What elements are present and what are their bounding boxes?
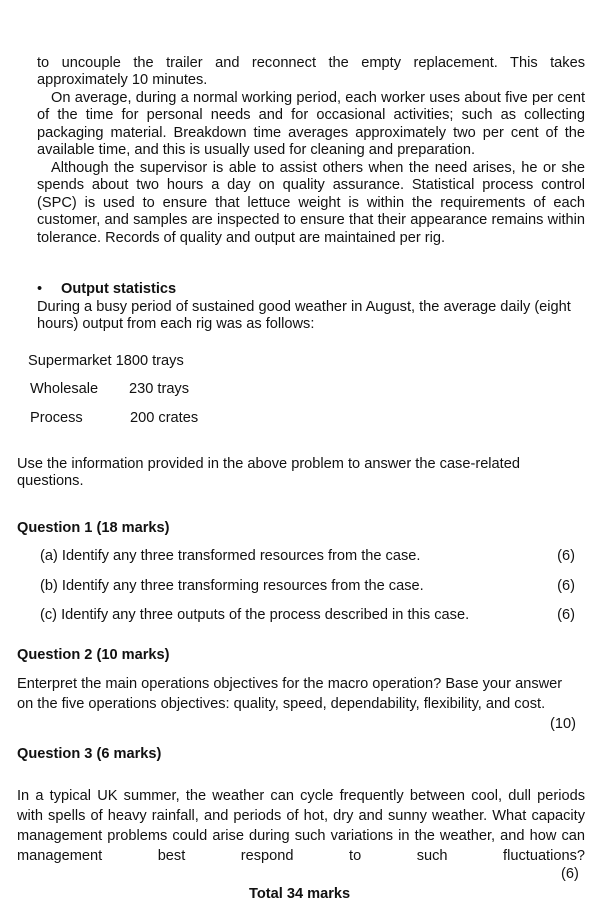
output-row-supermarket — [28, 353, 184, 370]
output-row-wholesale — [30, 381, 98, 398]
question-item-marks: (6) — [557, 578, 575, 594]
question-1-item-a — [40, 548, 575, 565]
output-row-value: 1800 trays — [115, 353, 184, 369]
question-2-title: Question 2 (10 marks) — [17, 647, 170, 663]
question-1-item-b — [40, 578, 575, 595]
intro-paragraph-2: Although the supervisor is able to assist others when the need arises, he or she spends about two hours a day on quality assurance. Statistical process control (SPC) is used to ensure that lettuce weight is within the requirements of each customer, and samples are inspected to ensure that their appearance remains within tolerance. Records of quality and output are maintained per rig. — [37, 160, 585, 246]
question-2-marks: (10) — [550, 716, 576, 732]
question-3-marks: (6) — [561, 866, 579, 882]
intro-paragraph-0: to uncouple the trailer and reconnect the empty replacement. This takes approximately 10 minutes. — [37, 55, 585, 89]
question-1-item-c — [40, 607, 575, 624]
output-row-process — [30, 410, 83, 427]
question-2-line-1: Enterpret the main operations objectives for the macro operation? Base your answer — [17, 676, 563, 692]
question-item-marks: (6) — [557, 607, 575, 623]
question-3-text: In a typical UK summer, the weather can cycle frequently between cool, dull periods with spells of heavy rainfall, and periods of hot, dry and sunny weather. What capacity management problems could arise during such variations in the weather, and how can management best respond to such fluctuations? — [17, 788, 585, 864]
output-row-process-value: 200 crates — [130, 410, 199, 426]
total-marks: Total 34 marks — [249, 886, 351, 902]
question-2-line-2: on the five operations objectives: quality, speed, dependability, flexibility, and cost. — [17, 696, 546, 712]
question-item-text: (b) Identify any three transforming resources from the case. — [40, 578, 424, 594]
question-3-title: Question 3 (6 marks) — [17, 746, 162, 762]
output-row-wholesale-value: 230 trays — [129, 381, 190, 397]
output-statistics-text: During a busy period of sustained good weather in August, the average daily (eight hours) output from each rig was as follows: — [37, 299, 571, 333]
instruction-text: Use the information provided in the above problem to answer the case-related questions. — [17, 456, 520, 490]
bullet-icon: • — [37, 281, 43, 297]
output-row-name: Supermarket — [28, 353, 112, 369]
output-row-name: Wholesale — [30, 381, 99, 397]
output-row-name: Process — [30, 410, 83, 426]
intro-paragraph-1: On average, during a normal working period, each worker uses about five per cent of the time for personal needs and for occasional activities; such as collecting packaging material. Breakdown time averages approximately two per cent of the available time, and this is usually used for cleaning and preparation. — [37, 90, 585, 159]
output-statistics-heading: Output statistics — [61, 281, 177, 297]
question-item-text: (c) Identify any three outputs of the process described in this case. — [40, 607, 470, 623]
question-item-marks: (6) — [557, 548, 575, 564]
question-1-title: Question 1 (18 marks) — [17, 520, 170, 536]
question-item-text: (a) Identify any three transformed resources from the case. — [40, 548, 421, 564]
